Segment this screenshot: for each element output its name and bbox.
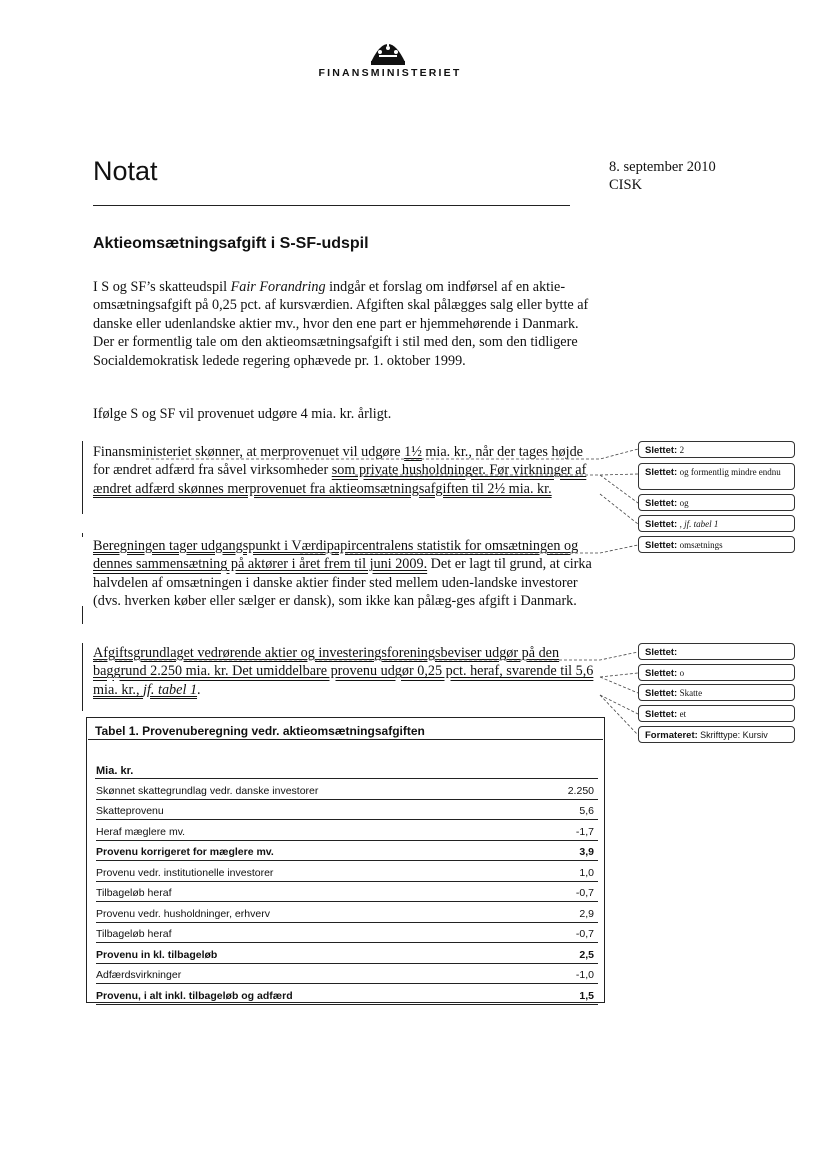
publication-title: Fair Forandring bbox=[230, 279, 326, 295]
table-row bbox=[96, 882, 598, 903]
table-row bbox=[96, 800, 598, 821]
balloon-value: o bbox=[679, 668, 685, 678]
tracked-insertion[interactable]: Afgiftsgrundlaget vedrørende aktier og investeringsforeningsbeviser udgør på den baggrund 2.250 mia. kr. Det umiddelbare provenu udgør 0,25 pct. heraf, svarende til 5,6 mia. kr., bbox=[93, 645, 594, 698]
document-type-title: Notat bbox=[93, 156, 158, 186]
row-value: -0,7 bbox=[575, 887, 594, 899]
table-row bbox=[96, 964, 598, 985]
comment-balloon[interactable] bbox=[638, 536, 795, 553]
tracked-insertion[interactable]: Beregningen tager udgangspunkt i Værdipapircentralens statistik for omsætningen og dennes sammensætning på aktører i året frem til juni 2009. bbox=[93, 538, 579, 573]
balloon-value: et bbox=[679, 709, 687, 719]
row-label: Tilbageløb heraf bbox=[96, 887, 172, 899]
table-row bbox=[96, 861, 598, 882]
comment-balloon[interactable] bbox=[638, 441, 795, 458]
row-value: -0,7 bbox=[575, 928, 594, 940]
balloon-value: og formentlig mindre endnu bbox=[679, 467, 781, 477]
row-label: Provenu in kl. tilbageløb bbox=[96, 948, 218, 961]
balloon-label: Slettet: bbox=[645, 709, 678, 720]
row-label: Tilbageløb heraf bbox=[96, 928, 172, 940]
text-run: Finansministeriet skønner, at merprovenuet vil udgøre bbox=[93, 444, 405, 460]
row-label: Provenu korrigeret for mæglere mv. bbox=[96, 846, 274, 858]
row-label: Heraf mæglere mv. bbox=[96, 825, 186, 838]
balloon-value: Skrifttype: Kursiv bbox=[700, 730, 768, 740]
tracked-insertion[interactable]: 1½ bbox=[404, 444, 422, 460]
comment-balloon[interactable] bbox=[638, 643, 795, 660]
row-label: Adfærdsvirkninger bbox=[96, 969, 182, 981]
balloon-value: , jf. tabel 1 bbox=[679, 519, 719, 529]
balloon-label: Slettet: bbox=[645, 540, 678, 551]
text-run: . bbox=[197, 681, 201, 698]
row-value: -1,0 bbox=[575, 969, 594, 981]
balloon-value: og bbox=[679, 498, 689, 508]
comment-balloon[interactable] bbox=[638, 494, 795, 511]
row-value: 3,9 bbox=[579, 846, 594, 858]
balloon-label: Slettet: bbox=[645, 688, 678, 699]
row-value: 1,0 bbox=[579, 866, 594, 879]
row-value: 1,5 bbox=[579, 989, 594, 1002]
comment-balloon[interactable] bbox=[638, 463, 795, 490]
balloon-label: Slettet: bbox=[645, 467, 678, 478]
row-value: 2,9 bbox=[579, 907, 594, 920]
text-run: Det er lagt til grund, at cirka halvdelen af omsætningen i danske aktier finder sted mellem uden-landske investorer (dvs. hverken køber eller sælger er dansk), som ikke kan pålæg-ges afgift i Danmark. bbox=[93, 556, 592, 610]
row-value: -1,7 bbox=[575, 825, 594, 838]
row-value: 2.250 bbox=[567, 784, 594, 797]
balloon-label: Formateret: bbox=[645, 730, 698, 741]
row-label: Provenu vedr. institutionelle investorer bbox=[96, 866, 274, 879]
table-title: Tabel 1. Provenuberegning vedr. aktieomsætningsafgiften bbox=[95, 724, 425, 738]
comment-balloon[interactable] bbox=[638, 684, 795, 701]
row-label: Provenu, i alt inkl. tilbageløb og adfærd bbox=[96, 989, 293, 1002]
table-row bbox=[96, 923, 598, 944]
balloon-value: Skatte bbox=[679, 688, 703, 698]
table-row bbox=[96, 820, 598, 841]
comment-balloon[interactable] bbox=[638, 515, 795, 532]
table-row bbox=[96, 902, 598, 923]
balloon-value: omsætnings bbox=[679, 540, 723, 550]
balloon-label: Slettet: bbox=[645, 647, 678, 658]
ministry-name: FINANSMINISTERIET bbox=[318, 67, 462, 79]
table-title-divider bbox=[88, 739, 603, 740]
tracked-insertion[interactable]: som private husholdninger. Før virkninger af ændret adfærd skønnes merprovenuet fra aktieomsætningsafgiften til 2½ mia. kr. bbox=[93, 462, 587, 497]
balloon-label: Slettet: bbox=[645, 668, 678, 679]
text-run: I S og SF’s skatteudspil bbox=[93, 279, 231, 295]
comment-balloon[interactable] bbox=[638, 726, 795, 743]
row-value: 5,6 bbox=[579, 805, 594, 817]
row-label: Provenu vedr. husholdninger, erhverv bbox=[96, 907, 270, 920]
balloon-label: Slettet: bbox=[645, 445, 678, 456]
table-unit-header: Mia. kr. bbox=[96, 765, 134, 777]
table-row bbox=[96, 779, 598, 800]
balloon-label: Slettet: bbox=[645, 498, 678, 509]
table-reference-link[interactable]: jf. tabel 1 bbox=[143, 681, 198, 698]
balloon-value: 2 bbox=[679, 445, 685, 455]
document-date: 8. september 2010 bbox=[609, 159, 716, 175]
table-row bbox=[96, 943, 598, 964]
balloon-label: Slettet: bbox=[645, 519, 678, 530]
text-run: mia. kr., når der tages højde for ændret adfærd fra såvel virksomheder bbox=[93, 444, 583, 479]
comment-balloon[interactable] bbox=[638, 664, 795, 681]
row-label: Skønnet skattegrundlag vedr. danske investorer bbox=[96, 784, 319, 797]
comment-balloon[interactable] bbox=[638, 705, 795, 722]
row-value: 2,5 bbox=[579, 948, 594, 961]
table-row bbox=[96, 984, 598, 1005]
paragraph-revenue-claim: Ifølge S og SF vil provenuet udgøre 4 mia. kr. årligt. bbox=[93, 406, 392, 422]
section-heading: Aktieomsætningsafgift i S-SF-udspil bbox=[93, 235, 369, 252]
table-row bbox=[96, 841, 598, 862]
text-run: indgår et forslag om indførsel af en aktie-omsætningsafgift på 0,25 pct. af kursværdien. Afgiften skal pålægges salg eller bytte af danske eller udenlandske aktier mv., hvor den ene part er hjemmehørende i Danmark. Der er formentlig tale om den aktieomsætningsafgift i stil med den, som den tidligere Socialdemokratisk ledede regering ophævede pr. 1. oktober 1999. bbox=[93, 279, 589, 369]
row-label: Skatteprovenu bbox=[96, 805, 164, 817]
document-author: CISK bbox=[609, 177, 643, 193]
